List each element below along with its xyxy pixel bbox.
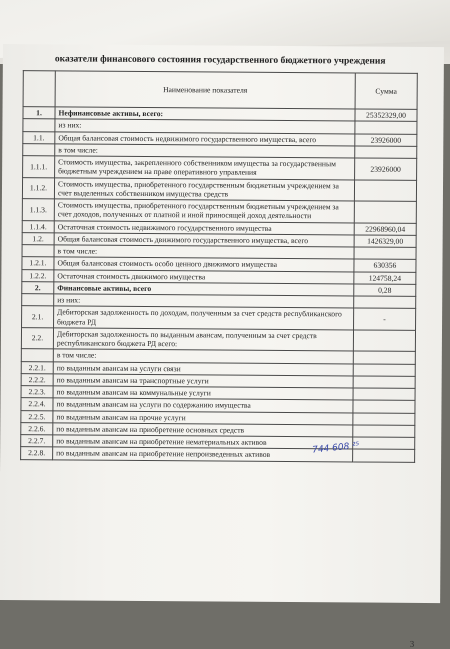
document-page — [0, 44, 444, 649]
row-amount-cell — [353, 449, 415, 462]
row-amount-cell — [354, 201, 416, 223]
row-name-cell: Остаточная стоимость движимого имущества — [54, 269, 354, 283]
row-name-cell: по выданным авансам на услуги связи — [53, 361, 353, 375]
page-number: 3 — [409, 638, 415, 649]
row-number-cell: 2.2.4. — [21, 398, 53, 410]
row-number-cell: 1.1.2. — [22, 177, 54, 199]
row-name-cell: Остаточная стоимость недвижимого государственного имущества — [54, 220, 354, 234]
row-amount-cell — [353, 400, 415, 413]
row-name-cell: в том числе: — [55, 144, 355, 158]
row-name-cell: по выданным авансам на прочие услуги — [53, 410, 353, 424]
row-number-cell — [21, 349, 53, 361]
row-name-cell: Стоимость имущества, приобретенного государственным бюджетным учреждением за счет доходов, полученных от платной и иной приносящей доход деятельности — [54, 199, 354, 223]
header-name-cell: Наименование показателя — [55, 71, 355, 109]
row-name-cell: Стоимость имущества, закрепленного собственником имущества за государственным бюджетным учреждением на праве оперативного управления — [55, 156, 355, 180]
row-name-cell: из них: — [54, 294, 354, 308]
row-number-cell: 1.2.2. — [22, 269, 54, 281]
document-title: оказатели финансового состояния государственного бюджетного учреждения — [54, 54, 386, 67]
row-amount-cell — [355, 121, 417, 134]
row-number-cell: 2.2. — [21, 327, 53, 349]
row-name-cell: по выданным авансам на приобретение нематериальных активов — [53, 435, 353, 449]
row-number-cell: 1.2.1. — [22, 257, 54, 269]
row-name-cell: в том числе: — [53, 349, 353, 363]
row-name-cell: по выданным авансам на приобретение непроизведенных активов — [53, 447, 353, 461]
row-amount-cell — [353, 412, 415, 425]
row-number-cell: 2.2.1. — [21, 361, 53, 373]
row-number-cell: 2. — [22, 281, 54, 293]
row-amount-cell — [353, 437, 415, 450]
table-row — [22, 306, 416, 330]
row-amount-cell — [355, 146, 417, 159]
row-number-cell: 1.2. — [22, 232, 54, 244]
row-name-cell: по выданным авансам на услуги по содержанию имущества — [53, 398, 353, 412]
row-amount-cell — [353, 363, 415, 376]
row-amount-cell: 23926000 — [355, 133, 417, 146]
row-name-cell: в том числе: — [54, 245, 354, 259]
row-amount-cell — [354, 179, 416, 201]
row-number-cell: 2.2.3. — [21, 386, 53, 398]
row-number-cell: 2.2.8. — [21, 447, 53, 459]
table-header-row — [23, 71, 417, 110]
row-name-cell: по выданным авансам на транспортные услуги — [53, 374, 353, 388]
row-amount-cell — [354, 247, 416, 260]
row-amount-cell: 22968960,04 — [354, 222, 416, 235]
row-name-cell: Нефинансовые активы, всего: — [55, 107, 355, 121]
row-number-cell: 1.1.1. — [23, 156, 55, 178]
header-number-cell — [23, 71, 55, 107]
row-number-cell — [22, 294, 54, 306]
row-number-cell: 1.1.4. — [22, 220, 54, 232]
row-number-cell: 1.1. — [23, 131, 55, 143]
row-amount-cell — [354, 296, 416, 309]
handwritten-note: 744 608 ²⁵ — [311, 441, 360, 456]
row-name-cell: Дебиторская задолженность по доходам, полученным за счет средств республиканского бюджета РД — [54, 306, 354, 330]
table-body — [21, 107, 417, 462]
row-amount-cell: 1426329,00 — [354, 235, 416, 248]
row-amount-cell — [353, 376, 415, 389]
row-number-cell — [22, 245, 54, 257]
row-amount-cell: 25352329,00 — [355, 109, 417, 122]
row-number-cell: 2.2.5. — [21, 410, 53, 422]
row-number-cell: 2.2.7. — [21, 435, 53, 447]
row-amount-cell — [353, 330, 415, 352]
row-name-cell: из них: — [55, 119, 355, 133]
table-row — [22, 177, 416, 201]
row-number-cell: 1. — [23, 107, 55, 119]
table-row — [22, 199, 416, 223]
row-number-cell: 2.2.2. — [21, 373, 53, 385]
row-name-cell: Дебиторская задолженность по выданным авансам, полученным за счет средств республиканского бюджета РД всего: — [53, 328, 353, 352]
header-amount-cell: Сумма — [355, 73, 417, 109]
row-amount-cell: 0,28 — [354, 284, 416, 297]
row-name-cell: Общая балансовая стоимость движимого государственного имущества, всего — [54, 233, 354, 247]
row-amount-cell — [353, 425, 415, 438]
row-amount-cell: 630356 — [354, 259, 416, 272]
row-name-cell: по выданным авансам на приобретение основных средств — [53, 423, 353, 437]
row-number-cell — [23, 143, 55, 155]
row-number-cell: 2.2.6. — [21, 422, 53, 434]
row-number-cell: 1.1.3. — [22, 199, 54, 221]
financial-indicators-table — [20, 70, 418, 462]
row-name-cell: Общая балансовая стоимость особо ценного движимого имущества — [54, 257, 354, 271]
row-name-cell: Финансовые активы, всего — [54, 282, 354, 296]
row-name-cell: Стоимость имущества, приобретенного государственным бюджетным учреждением за счет выделенных собственником имущества средств — [54, 177, 354, 201]
row-number-cell — [23, 119, 55, 131]
row-amount-cell — [353, 388, 415, 401]
table-row — [21, 327, 415, 351]
row-number-cell: 2.1. — [22, 306, 54, 328]
row-amount-cell — [353, 351, 415, 364]
row-amount-cell: 23926000 — [355, 158, 417, 180]
row-name-cell: Общая балансовая стоимость недвижимого государственного имущества, всего — [55, 131, 355, 145]
table-row — [23, 156, 417, 180]
row-amount-cell: 124758,24 — [354, 271, 416, 284]
row-amount-cell: - — [354, 308, 416, 330]
row-name-cell: по выданным авансам на коммунальные услуги — [53, 386, 353, 400]
